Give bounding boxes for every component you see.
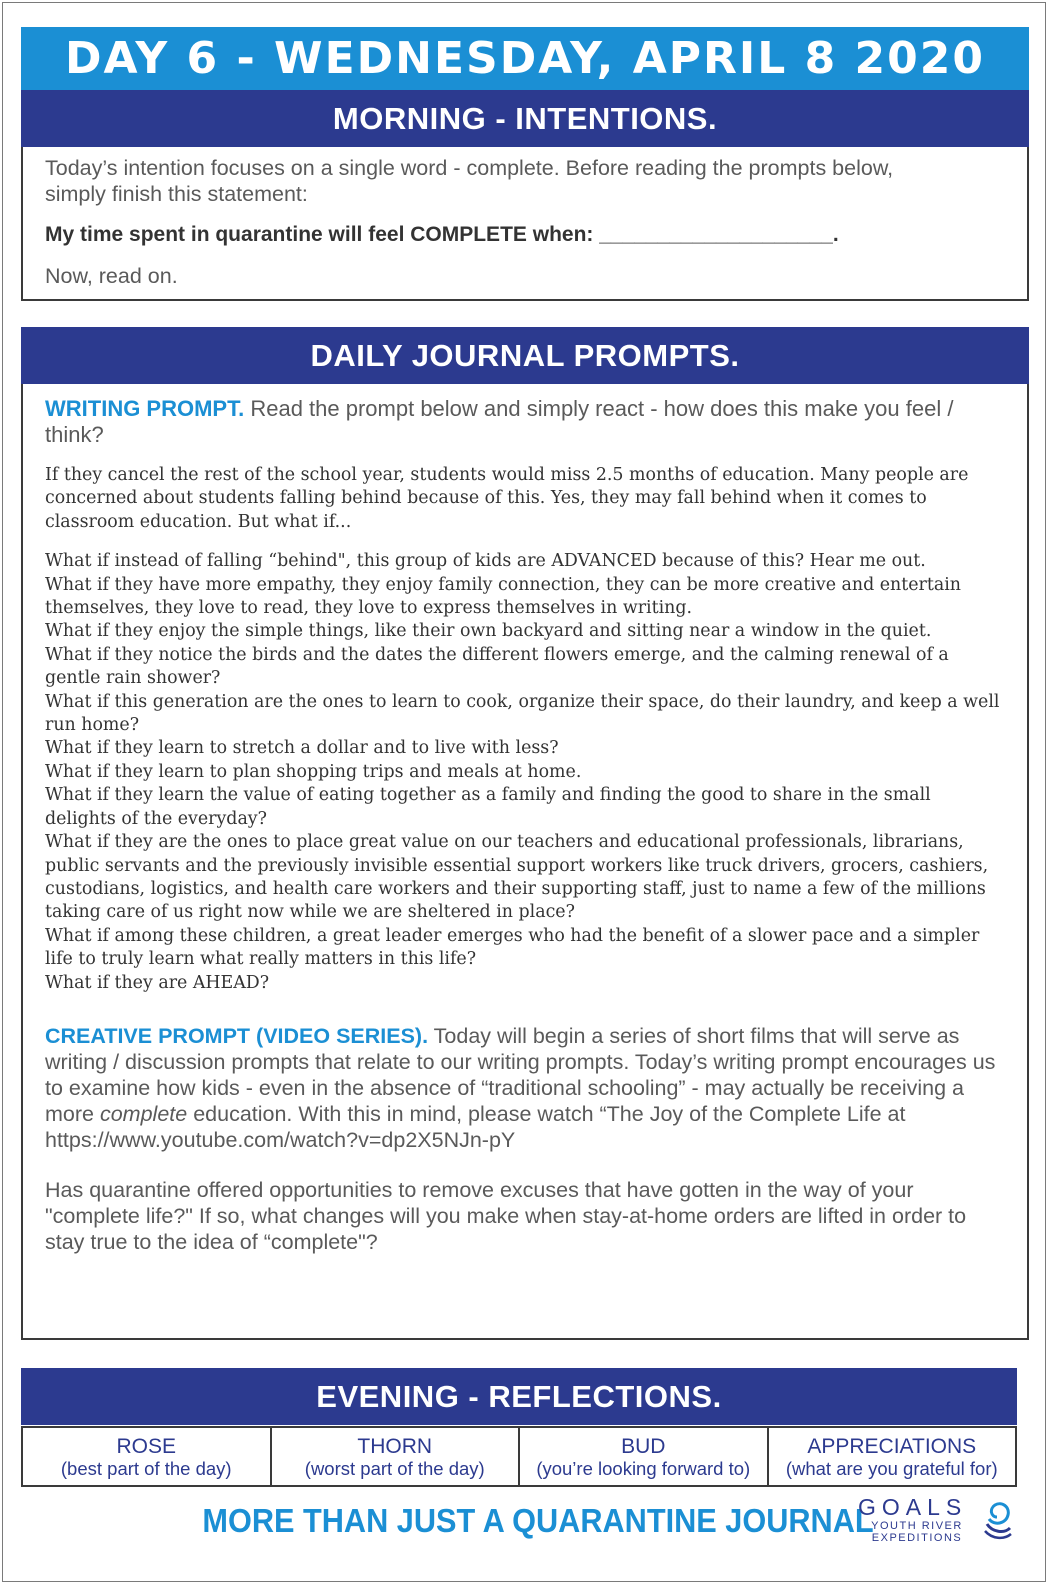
morning-heading: MORNING - INTENTIONS. xyxy=(21,90,1029,147)
rose-subtitle: (best part of the day) xyxy=(60,1458,232,1479)
morning-box xyxy=(21,147,1029,301)
what-if-item: What if they are AHEAD? xyxy=(45,972,270,993)
writing-prompt-label: WRITING PROMPT. xyxy=(45,396,245,421)
logo-line-2: EXPEDITIONS xyxy=(871,1532,963,1544)
rose-title: ROSE xyxy=(116,1435,176,1458)
what-if-item: What if among these children, a great leader emerges who had the benefit of a slower pace and a simpler life to truly learn what really matters in this life? xyxy=(45,925,980,970)
footer-tagline: MORE THAN JUST A QUARANTINE JOURNAL xyxy=(202,1502,874,1539)
morning-read-on: Now, read on. xyxy=(45,264,178,288)
morning-statement: My time spent in quarantine will feel COMPLETE when: ____________________. xyxy=(45,223,839,246)
goals-logo xyxy=(850,1494,1020,1550)
bud-cell xyxy=(520,1428,769,1485)
what-if-item: What if they learn the value of eating together as a family and finding the good to share in the small delights of the everyday? xyxy=(45,785,931,829)
writing-paragraph: If they cancel the rest of the school year, students would miss 2.5 months of education. Many people are concerned about students falling behind because of this. Yes, they may fall behind when it comes to classroom education. But what if... xyxy=(45,465,969,532)
rose-cell xyxy=(23,1428,272,1485)
creative-prompt-text-2: education. With this in mind, please watch “The Joy of the Complete Life at https://www.youtube.com/watch?v=dp2X5NJn-pY xyxy=(45,1101,906,1152)
creative-prompt-text: Today will begin a series of short films that will serve as writing / discussion prompts that relate to our writing prompts. Today’s writing prompt encourages us to examine how kids - even in the absence of “traditional schooling” - may actually be receiving a more xyxy=(45,1023,996,1126)
morning-intro: Today’s intention focuses on a single word - complete. Before reading the prompts below, simply finish this statement: xyxy=(45,156,894,206)
what-if-item: What if they enjoy the simple things, like their own backyard and sitting near a window in the quiet. xyxy=(45,621,932,642)
what-if-item: What if instead of falling “behind", this group of kids are ADVANCED because of this? Hear me out. xyxy=(45,551,926,572)
what-if-item: What if they notice the birds and the dates the different flowers emerge, and the calming renewal of a gentle rain shower? xyxy=(45,644,949,689)
what-if-item: What if they are the ones to place great value on our teachers and educational professionals, librarians, public servants and the previously invisible essential support workers like truck drivers, grocers, cashiers, custodians, logistics, and health care workers and their supporting staff, just to name a few of the millions taking care of us right now while we are sheltered in place? xyxy=(45,832,989,923)
writing-prompt xyxy=(45,396,1007,448)
appreciations-subtitle: (what are you grateful for) xyxy=(785,1458,998,1479)
creative-prompt-label: CREATIVE PROMPT (VIDEO SERIES). xyxy=(45,1023,429,1048)
page-title: DAY 6 - WEDNESDAY, APRIL 8 2020 xyxy=(21,27,1029,90)
writing-prompt-text: Read the prompt below and simply react - how does this make you feel / think? xyxy=(45,396,954,447)
reflection-grid xyxy=(21,1426,1017,1487)
writing-body xyxy=(45,464,1007,995)
journal-heading: DAILY JOURNAL PROMPTS. xyxy=(21,327,1029,384)
thorn-cell xyxy=(272,1428,521,1485)
what-if-item: What if they have more empathy, they enjoy family connection, they can be more creative and entertain themselves, they love to read, they love to express themselves in writing. xyxy=(45,574,961,619)
what-if-item: What if they learn to plan shopping trips and meals at home. xyxy=(45,761,582,782)
thorn-title: THORN xyxy=(357,1435,433,1458)
bud-title: BUD xyxy=(621,1435,666,1458)
what-if-item: What if they learn to stretch a dollar and to live with less? xyxy=(45,738,559,759)
creative-prompt xyxy=(45,1023,1007,1153)
bud-subtitle: (you’re looking forward to) xyxy=(536,1458,751,1479)
appreciations-title: APPRECIATIONS xyxy=(807,1435,977,1458)
appreciations-cell xyxy=(769,1428,1016,1485)
reflection-question: Has quarantine offered opportunities to remove excuses that have gotten in the way of your "complete life?" If so, what changes will you make when stay-at-home orders are lifted in order to stay true to the idea of “complete"? xyxy=(45,1177,967,1254)
thorn-subtitle: (worst part of the day) xyxy=(304,1458,485,1479)
wave-swirl-icon xyxy=(980,1494,1014,1540)
journal-box xyxy=(21,384,1029,1340)
evening-heading: EVENING - REFLECTIONS. xyxy=(21,1368,1017,1425)
what-if-item: What if this generation are the ones to learn to cook, organize their space, do their laundry, and keep a well run home? xyxy=(45,691,1000,736)
logo-line-1: YOUTH RIVER xyxy=(871,1520,963,1532)
creative-emphasis: complete xyxy=(99,1101,188,1126)
logo-name: GOALS xyxy=(858,1494,968,1520)
